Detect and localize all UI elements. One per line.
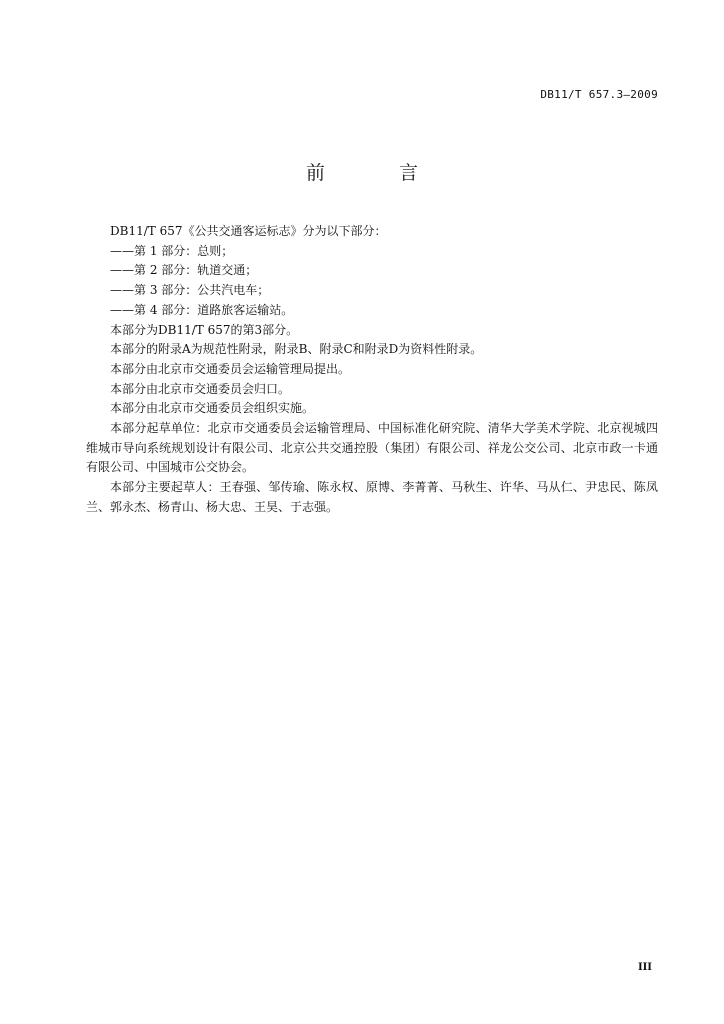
paragraph-drafting-units: 本部分起草单位：北京市交通委员会运输管理局、中国标准化研究院、清华大学美术学院、北京视城四维城市导向系统规划设计有限公司、北京公共交通控股（集团）有限公司、祥龙公交公司、北京市政一卡通有限公司、中国城市公交协会。	[86, 421, 658, 475]
page-title: 前 言	[305, 162, 453, 184]
paragraph-appendices: 本部分的附录A为规范性附录，附录B、附录C和附录D为资料性附录。	[110, 342, 483, 357]
paragraph-this-part: 本部分为DB11/T 657的第3部分。	[110, 322, 299, 337]
paragraph-part-3: ——第 3 部分：公共汽电车；	[110, 283, 270, 298]
paragraph-parts-intro: DB11/T 657《公共交通客运标志》分为以下部分：	[110, 224, 387, 238]
paragraph-part-2: ——第 2 部分：轨道交通；	[110, 263, 258, 278]
paragraph-part-1: ——第 1 部分：总则；	[110, 243, 234, 258]
foreword-body	[86, 222, 658, 518]
page-number: III	[637, 962, 652, 973]
paragraph-implemented-by: 本部分由北京市交通委员会组织实施。	[110, 401, 315, 416]
standard-code: DB11/T 657.3—2009	[540, 88, 658, 101]
paragraph-drafters: 本部分主要起草人：王春强、邹传瑜、陈永权、原博、李菁菁、马秋生、许华、马从仁、尹忠民、陈凤兰、郭永杰、杨青山、杨大忠、王昊、于志强。	[86, 480, 658, 514]
paragraph-proposed-by: 本部分由北京市交通委员会运输管理局提出。	[110, 361, 351, 376]
paragraph-centralized-by: 本部分由北京市交通委员会归口。	[110, 381, 291, 396]
paragraph-part-4: ——第 4 部分：道路旅客运输站。	[110, 302, 294, 317]
